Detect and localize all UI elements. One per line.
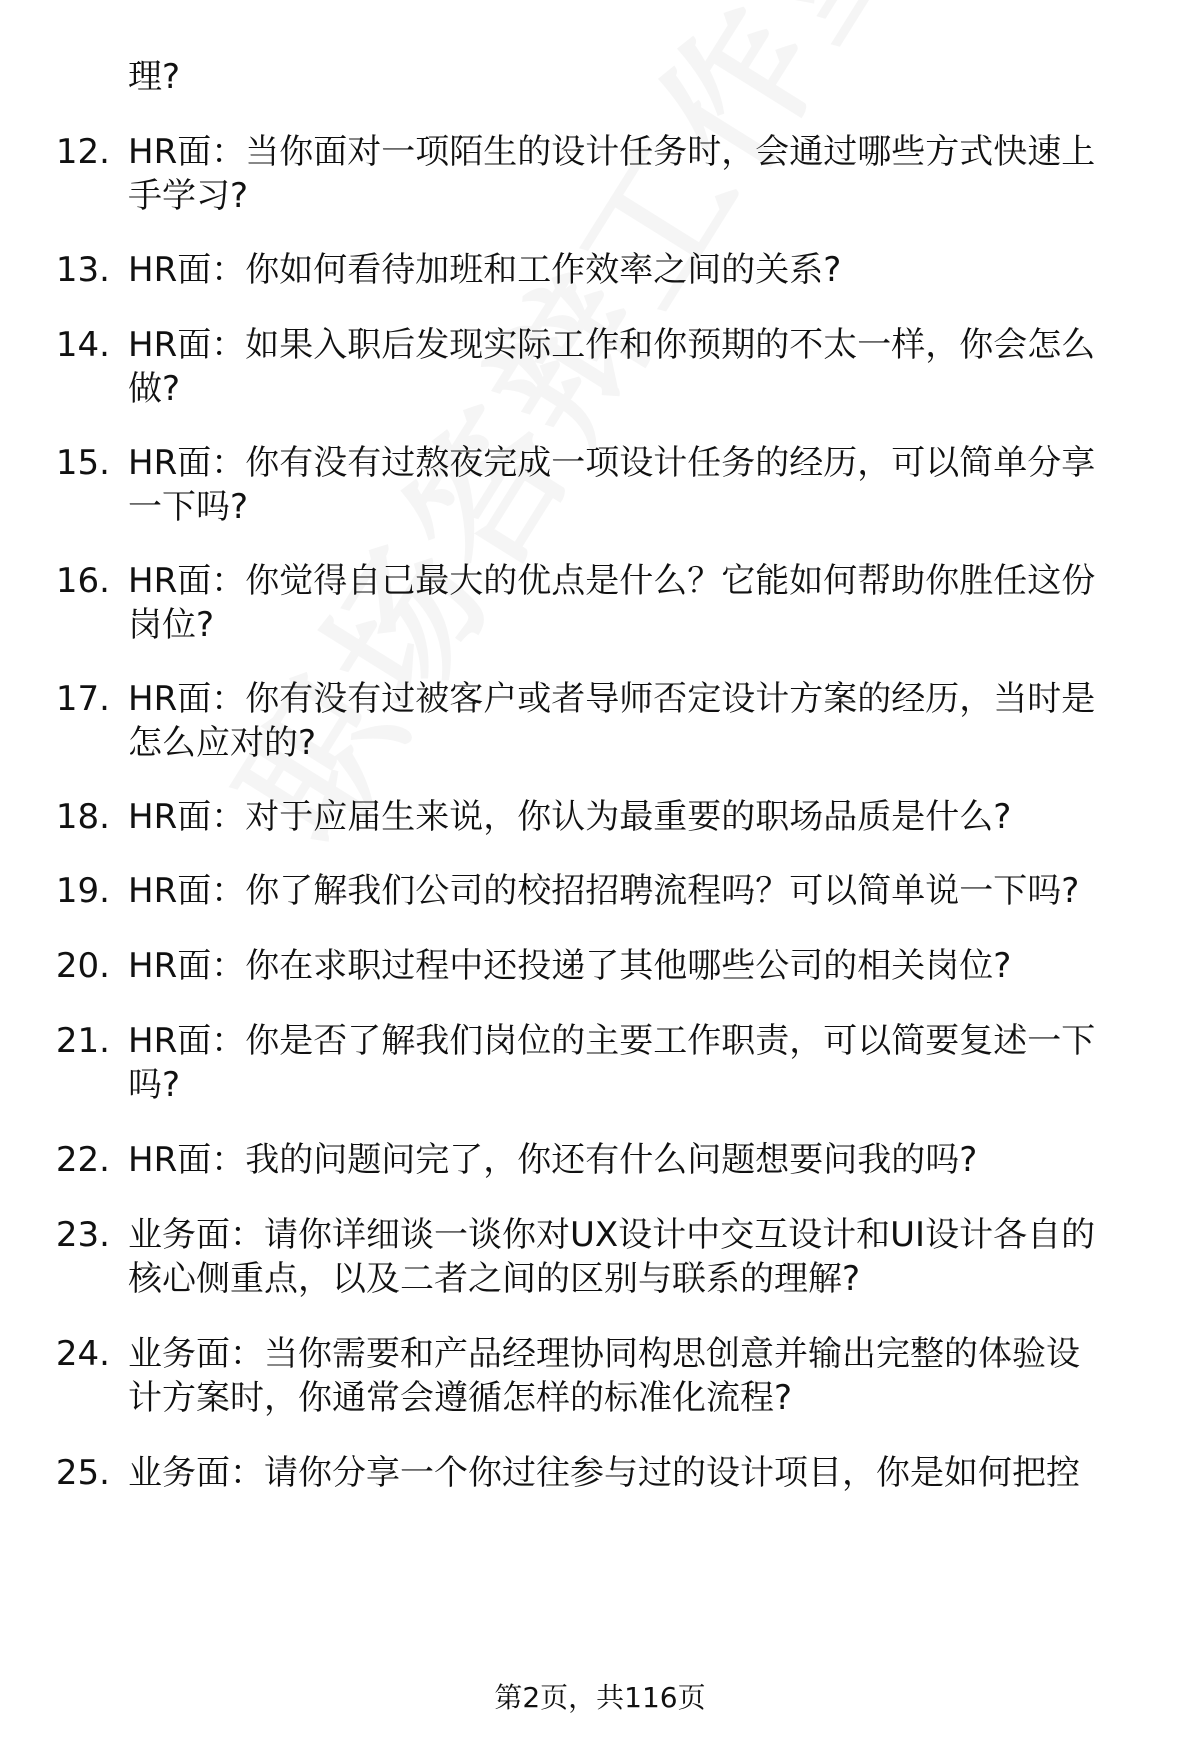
question-text: 业务面：请你详细谈一谈你对UX设计中交互设计和UI设计各自的: [128, 1215, 1096, 1255]
continuation-line: 理?: [128, 57, 181, 97]
question-text: 业务面：当你需要和产品经理协同构思创意并输出完整的体验设: [128, 1334, 1080, 1374]
question-number: 21.: [55, 1021, 110, 1061]
question-text: 计方案时，你通常会遵循怎样的标准化流程?: [128, 1378, 793, 1418]
question-text: HR面：我的问题问完了，你还有什么问题想要问我的吗?: [128, 1140, 978, 1180]
question-text: HR面：你是否了解我们岗位的主要工作职责，可以简要复述一下: [128, 1021, 1096, 1061]
question-text: HR面：你觉得自己最大的优点是什么？它能如何帮助你胜任这份: [128, 561, 1096, 601]
question-number: 16.: [55, 561, 110, 601]
question-number: 20.: [55, 946, 110, 986]
question-number: 23.: [55, 1215, 110, 1255]
page-footer: 第2页，共116页: [494, 1681, 706, 1714]
question-text: HR面：你在求职过程中还投递了其他哪些公司的相关岗位?: [128, 946, 1012, 986]
question-text: HR面：你如何看待加班和工作效率之间的关系?: [128, 250, 842, 290]
question-number: 17.: [55, 679, 110, 719]
question-text: HR面：如果入职后发现实际工作和你预期的不太一样，你会怎么: [128, 325, 1096, 365]
question-number: 12.: [55, 132, 110, 172]
question-number: 25.: [55, 1453, 110, 1493]
question-text: HR面：你了解我们公司的校招招聘流程吗？可以简单说一下吗?: [128, 871, 1080, 911]
question-text: 做?: [128, 369, 181, 409]
question-number: 22.: [55, 1140, 110, 1180]
question-number: 15.: [55, 443, 110, 483]
question-number: 13.: [55, 250, 110, 290]
question-text: HR面：你有没有过熬夜完成一项设计任务的经历，可以简单分享: [128, 443, 1096, 483]
question-number: 14.: [55, 325, 110, 365]
question-text: 核心侧重点，以及二者之间的区别与联系的理解?: [128, 1259, 861, 1299]
question-number: 18.: [55, 797, 110, 837]
question-text: HR面：当你面对一项陌生的设计任务时，会通过哪些方式快速上: [128, 132, 1096, 172]
question-number: 19.: [55, 871, 110, 911]
question-number: 24.: [55, 1334, 110, 1374]
question-text: 岗位?: [128, 605, 215, 645]
question-text: 吗?: [128, 1065, 181, 1105]
question-text: 一下吗?: [128, 487, 249, 527]
question-text: 怎么应对的?: [128, 723, 317, 763]
question-text: 业务面：请你分享一个你过往参与过的设计项目，你是如何把控: [128, 1453, 1080, 1493]
question-text: HR面：你有没有过被客户或者导师否定设计方案的经历，当时是: [128, 679, 1096, 719]
question-text: 手学习?: [128, 176, 249, 216]
question-text: HR面：对于应届生来说，你认为最重要的职场品质是什么?: [128, 797, 1012, 837]
